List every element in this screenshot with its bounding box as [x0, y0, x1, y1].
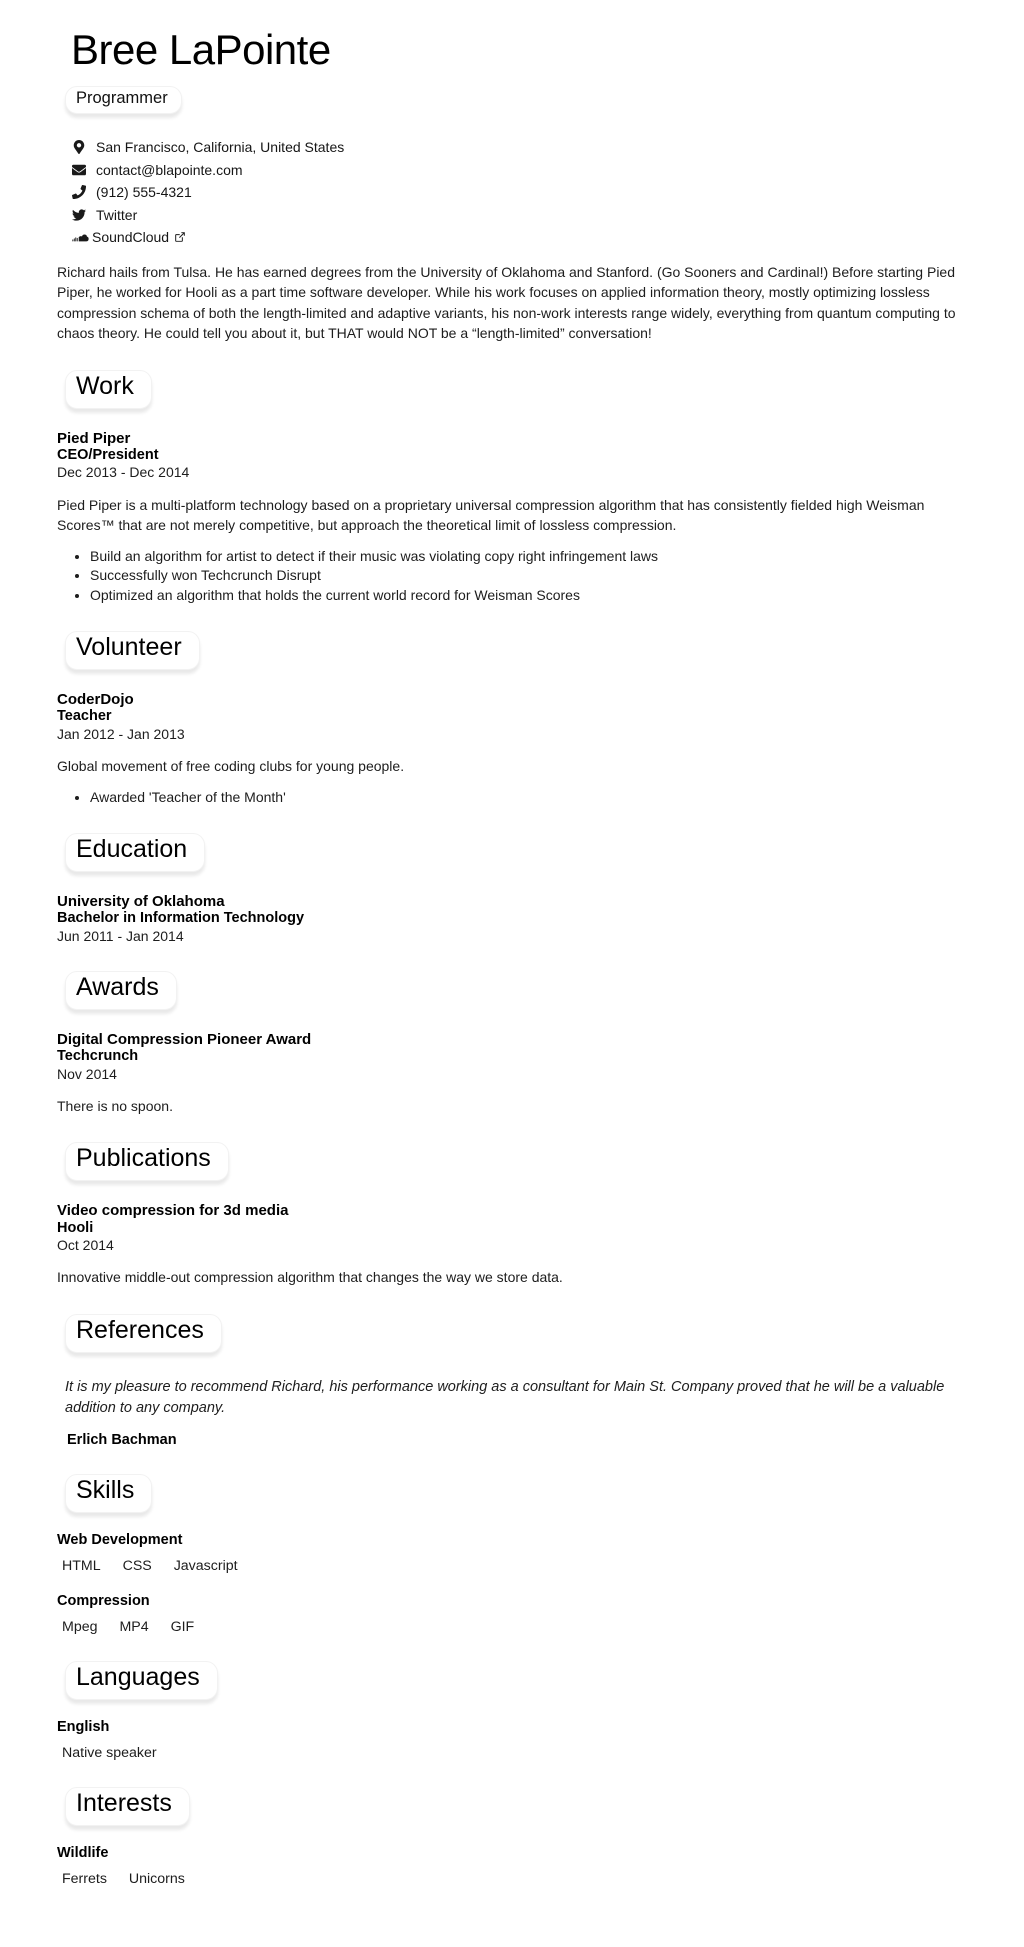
interest-name: Wildlife — [57, 1844, 109, 1861]
contact-list — [71, 140, 967, 245]
section-skills — [57, 1448, 967, 1635]
work-position: CEO/President — [57, 447, 159, 464]
education-dates: Jun 2011 - Jan 2014 — [57, 927, 184, 944]
section-work — [57, 344, 967, 605]
work-entry — [57, 430, 967, 605]
twitter-icon[interactable] — [71, 208, 87, 222]
contact-soundcloud-link[interactable] — [71, 230, 967, 245]
volunteer-summary: Global movement of free coding clubs for young people. — [57, 758, 405, 775]
volunteer-section-title: Volunteer — [65, 631, 200, 670]
skill-group-name: Web Development — [57, 1531, 183, 1548]
interest-group — [57, 1845, 967, 1887]
phone-icon — [71, 185, 87, 199]
person-name: Bree LaPointe — [71, 26, 331, 73]
education-institution: University of Oklahoma — [57, 893, 225, 911]
keyword: MP4 — [119, 1618, 149, 1635]
interest-keywords — [62, 1871, 967, 1887]
interests-section-title: Interests — [65, 1787, 190, 1826]
profile-summary: Richard hails from Tulsa. He has earned degrees from the University of Oklahoma and Stanford. (Go Sooners and Cardinal!) Before starting Pied Piper, he worked for Hooli as a part time software developer. While his work focuses on applied information theory, mostly optimizing lossless compression schema of both the length-limited and adaptive variants, his non-work interests range widely, everything from quantum computing to chaos theory. He could tell you about it, but THAT would NOT be a “length-limited” conversation! — [57, 263, 956, 342]
award-awarder: Techcrunch — [57, 1048, 139, 1065]
keyword: HTML — [62, 1557, 101, 1574]
contact-soundcloud-text[interactable]: SoundCloud — [92, 229, 170, 245]
keyword: GIF — [170, 1618, 195, 1635]
publication-publisher: Hooli — [57, 1219, 94, 1236]
skills-section-title: Skills — [65, 1474, 152, 1513]
keyword: Native speaker — [62, 1744, 157, 1761]
publications-section-title: Publications — [65, 1142, 229, 1181]
volunteer-position: Teacher — [57, 708, 112, 725]
skill-group — [57, 1532, 967, 1574]
award-entry — [57, 1031, 967, 1116]
contact-twitter-text[interactable]: Twitter — [96, 206, 138, 223]
keyword: Mpeg — [62, 1618, 98, 1635]
keyword: CSS — [122, 1557, 152, 1574]
contact-phone — [71, 185, 967, 200]
keyword: Javascript — [173, 1557, 238, 1574]
volunteer-entry — [57, 691, 967, 807]
volunteer-highlights — [57, 788, 967, 807]
section-publications — [57, 1116, 967, 1287]
highlight-item: • Optimized an algorithm that holds the current world record for Weisman Scores — [90, 586, 967, 605]
contact-email-text: contact@blapointe.com — [96, 161, 243, 178]
award-title: Digital Compression Pioneer Award — [57, 1030, 312, 1048]
reference-quote: It is my pleasure to recommend Richard, his performance working as a consultant for Main St. Company proved that he will be a valuable addition to any company. — [65, 1378, 945, 1417]
keyword: Unicorns — [128, 1870, 185, 1887]
section-languages — [57, 1635, 967, 1761]
work-dates: Dec 2013 - Dec 2014 — [57, 464, 190, 481]
highlight-item: • Successfully won Techcrunch Disrupt — [90, 566, 967, 585]
location-pin-icon — [71, 140, 87, 154]
publication-title: Video compression for 3d media — [57, 1202, 289, 1220]
volunteer-dates: Jan 2012 - Jan 2013 — [57, 725, 185, 742]
highlight-item: • Build an algorithm for artist to detect if their music was violating copy right infringement laws — [90, 547, 967, 566]
language-group — [57, 1719, 967, 1761]
job-title-badge: Programmer — [65, 86, 182, 114]
references-section-title: References — [65, 1314, 222, 1353]
contact-location — [71, 140, 967, 155]
awards-section-title: Awards — [65, 971, 177, 1010]
languages-section-title: Languages — [65, 1661, 218, 1700]
keyword: Ferrets — [62, 1870, 107, 1887]
work-company: Pied Piper — [57, 429, 131, 447]
award-summary: There is no spoon. — [57, 1097, 173, 1114]
skill-keywords — [62, 1558, 967, 1574]
contact-twitter-link[interactable] — [71, 208, 967, 223]
publication-date: Oct 2014 — [57, 1237, 114, 1254]
work-highlights — [57, 547, 967, 605]
volunteer-organization: CoderDojo — [57, 691, 134, 709]
highlight-item: • Awarded 'Teacher of the Month' — [90, 788, 967, 807]
contact-phone-text: (912) 555-4321 — [96, 184, 192, 200]
language-fluency — [62, 1745, 967, 1761]
section-volunteer — [57, 605, 967, 807]
section-education — [57, 807, 967, 945]
publication-entry — [57, 1202, 967, 1287]
external-link-icon[interactable] — [174, 231, 186, 243]
reference-name: Erlich Bachman — [67, 1431, 177, 1448]
skill-group-name: Compression — [57, 1592, 150, 1609]
award-date: Nov 2014 — [57, 1065, 117, 1082]
education-degree: Bachelor in Information Technology — [57, 910, 305, 927]
soundcloud-icon[interactable] — [71, 231, 90, 244]
work-summary: Pied Piper is a multi-platform technology based on a proprietary universal compression algorithm that has consistently fielded high Weisman Scores™ that are not merely competitive, but approach the theoretical limit of lossless compression. — [57, 496, 925, 534]
envelope-icon — [71, 163, 87, 177]
skill-group — [57, 1593, 967, 1635]
section-awards — [57, 945, 967, 1116]
contact-location-text: San Francisco, California, United States — [96, 139, 345, 155]
education-entry — [57, 893, 967, 945]
publication-summary: Innovative middle-out compression algorithm that changes the way we store data. — [57, 1269, 563, 1286]
section-interests — [57, 1761, 967, 1887]
skill-keywords — [62, 1619, 967, 1635]
section-references — [57, 1288, 967, 1448]
work-section-title: Work — [65, 370, 152, 409]
contact-email — [71, 163, 967, 178]
education-section-title: Education — [65, 833, 205, 872]
language-name: English — [57, 1718, 110, 1735]
